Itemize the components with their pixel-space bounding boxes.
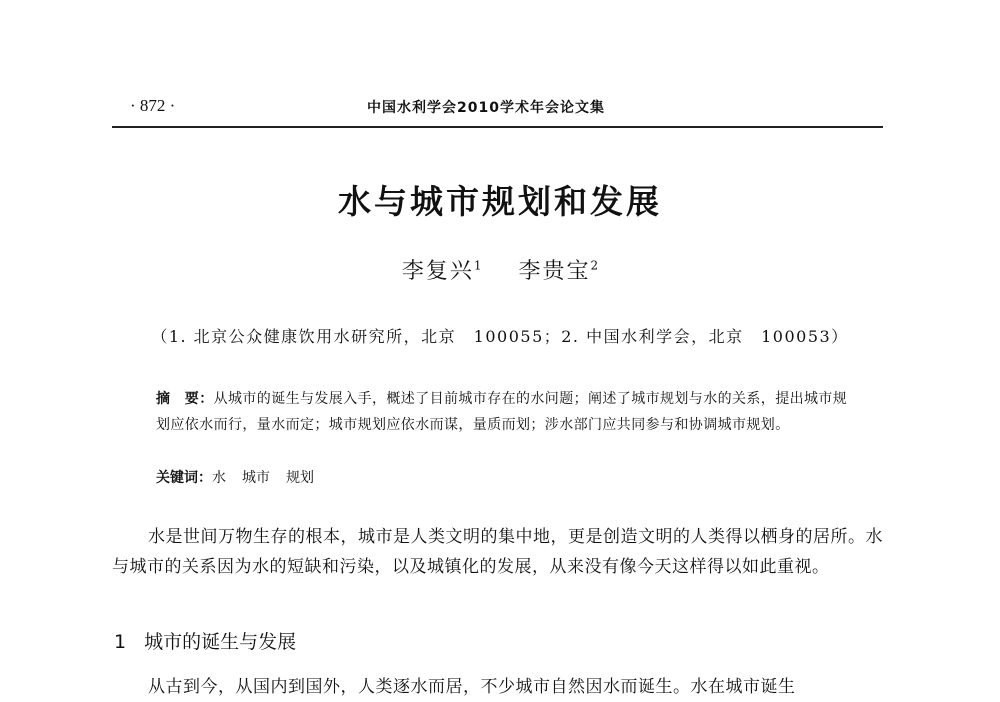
- page-number: · 872 ·: [130, 96, 176, 115]
- author-name: 李贵宝: [518, 259, 591, 284]
- page-header: [112, 92, 883, 128]
- section-title: 城市的诞生与发展: [144, 631, 297, 653]
- keywords: [156, 467, 330, 487]
- truncated-paragraph: [112, 672, 884, 697]
- abstract-text: 从城市的诞生与发展入手，概述了目前城市存在的水问题；阐述了城市规划与水的关系，提出城市规划应依水而行，量水而定；城市规划应依水而谋，量质而划；涉水部门应共同参与和协调城市规划。: [156, 391, 848, 433]
- affiliation-mark: 1: [473, 258, 482, 273]
- author-list: [0, 254, 1000, 285]
- keyword: 城市: [242, 470, 270, 486]
- affiliation: （1. 北京公众健康饮用水研究所，北京 100055；2. 中国水利学会，北京 100053）: [151, 327, 849, 346]
- author-name: 李复兴: [401, 259, 474, 284]
- section-heading: [114, 627, 296, 654]
- paper-title: 水与城市规划和发展: [338, 182, 662, 221]
- keywords-label: 关键词：: [156, 470, 212, 486]
- affiliation-mark: 2: [590, 258, 599, 273]
- truncated-paragraph-text: 从古到今，从国内到国外，人类逐水而居，不少城市自然因水而诞生。水在城市诞生: [148, 677, 796, 697]
- intro-paragraph: 水是世间万物生存的根本，城市是人类文明的集中地，更是创造文明的人类得以栖身的居所。水与城市的关系因为水的短缺和污染，以及城镇化的发展，从来没有像今天这样得以如此重视。: [112, 527, 883, 577]
- author-1: [402, 254, 482, 285]
- abstract-label: 摘 要：: [156, 391, 214, 407]
- author-2: [519, 254, 599, 285]
- abstract: [156, 386, 848, 438]
- keyword: 规划: [286, 470, 314, 486]
- running-head: 中国水利学会2010学术年会论文集: [367, 100, 605, 116]
- section-number: 1: [114, 631, 127, 653]
- keyword: 水: [212, 470, 226, 486]
